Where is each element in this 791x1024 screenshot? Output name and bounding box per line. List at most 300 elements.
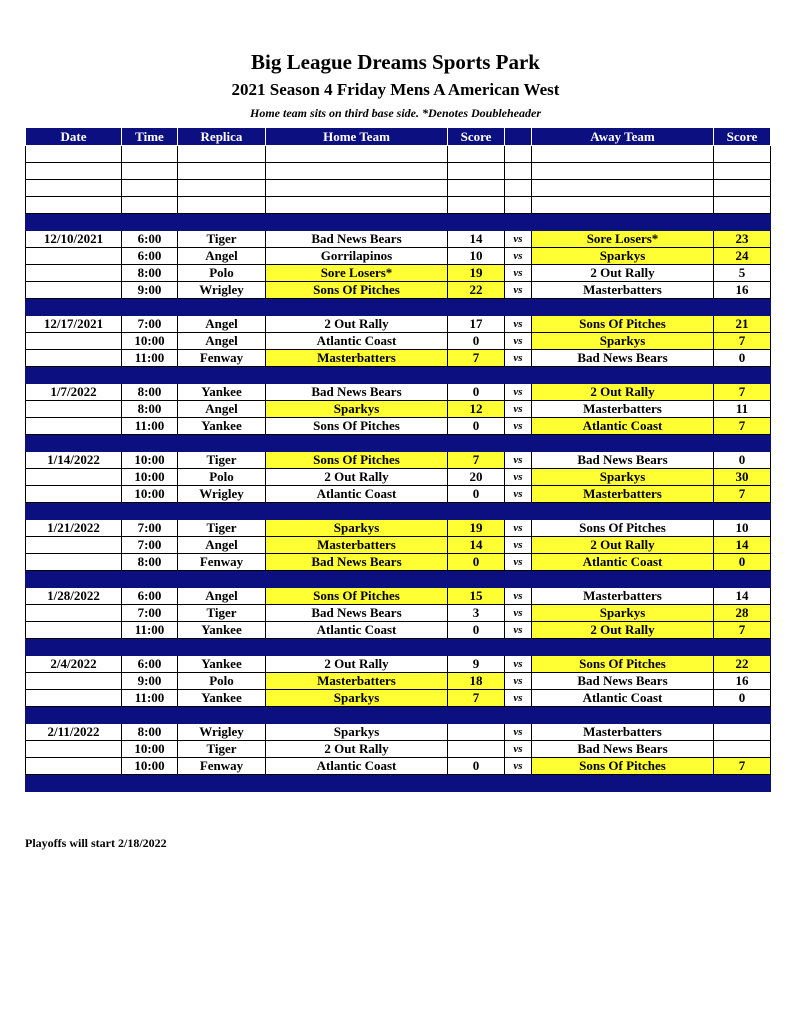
away-team-cell: Sore Losers* [532, 231, 714, 248]
home-team-cell: 2 Out Rally [266, 316, 448, 333]
vs-cell [505, 180, 532, 197]
away-team-cell: Masterbatters [532, 401, 714, 418]
separator-cell [122, 367, 178, 384]
time-cell: 10:00 [122, 741, 178, 758]
replica-cell: Wrigley [178, 724, 266, 741]
week-separator [26, 435, 771, 452]
separator-cell [122, 571, 178, 588]
vs-cell: vs [505, 401, 532, 418]
away-score-cell: 7 [714, 384, 771, 401]
schedule-table [25, 127, 771, 792]
home-team-cell: Sons Of Pitches [266, 418, 448, 435]
vs-cell: vs [505, 656, 532, 673]
replica-cell: Polo [178, 673, 266, 690]
away-score-cell: 7 [714, 758, 771, 775]
separator-cell [266, 367, 448, 384]
date-cell [26, 605, 122, 622]
replica-cell: Fenway [178, 554, 266, 571]
separator-cell [532, 214, 714, 231]
separator-cell [448, 435, 505, 452]
replica-cell [178, 197, 266, 214]
time-cell: 7:00 [122, 316, 178, 333]
date-cell [26, 350, 122, 367]
separator-cell [178, 775, 266, 792]
separator-cell [505, 707, 532, 724]
separator-cell [26, 214, 122, 231]
separator-cell [505, 435, 532, 452]
away-score-cell: 0 [714, 690, 771, 707]
away-score-cell: 0 [714, 452, 771, 469]
date-cell [26, 741, 122, 758]
replica-cell: Tiger [178, 231, 266, 248]
home-team-cell: Sparkys [266, 724, 448, 741]
vs-cell: vs [505, 690, 532, 707]
time-cell: 10:00 [122, 758, 178, 775]
home-score-cell: 22 [448, 282, 505, 299]
home-score-cell [448, 163, 505, 180]
home-score-cell: 20 [448, 469, 505, 486]
away-team-cell: Sons Of Pitches [532, 758, 714, 775]
away-team-cell: Sons Of Pitches [532, 656, 714, 673]
time-cell [122, 197, 178, 214]
game-row [26, 163, 771, 180]
playoffs-note: Playoffs will start 2/18/2022 [25, 836, 167, 850]
replica-cell: Angel [178, 248, 266, 265]
game-row [26, 418, 771, 435]
game-row [26, 333, 771, 350]
time-cell: 8:00 [122, 384, 178, 401]
home-score-cell [448, 180, 505, 197]
separator-cell [122, 503, 178, 520]
col-time: Time [122, 128, 178, 146]
date-cell [26, 758, 122, 775]
away-team-cell: Sparkys [532, 605, 714, 622]
game-row [26, 452, 771, 469]
time-cell: 11:00 [122, 418, 178, 435]
home-score-cell: 10 [448, 248, 505, 265]
date-cell [26, 418, 122, 435]
vs-cell: vs [505, 316, 532, 333]
time-cell: 7:00 [122, 605, 178, 622]
away-team-cell: 2 Out Rally [532, 265, 714, 282]
separator-cell [714, 707, 771, 724]
separator-cell [26, 775, 122, 792]
home-team-cell: Atlantic Coast [266, 758, 448, 775]
vs-cell: vs [505, 741, 532, 758]
away-score-cell: 16 [714, 282, 771, 299]
col-home-score: Score [448, 128, 505, 146]
col-vs [505, 128, 532, 146]
away-score-cell: 16 [714, 673, 771, 690]
away-team-cell: Sparkys [532, 469, 714, 486]
home-score-cell: 7 [448, 350, 505, 367]
week-separator [26, 775, 771, 792]
home-team-cell: Masterbatters [266, 673, 448, 690]
away-score-cell: 30 [714, 469, 771, 486]
away-team-cell: Bad News Bears [532, 673, 714, 690]
home-score-cell: 14 [448, 537, 505, 554]
col-replica: Replica [178, 128, 266, 146]
home-team-cell: Gorrilapinos [266, 248, 448, 265]
vs-cell [505, 163, 532, 180]
date-cell [26, 469, 122, 486]
time-cell: 11:00 [122, 350, 178, 367]
col-date: Date [26, 128, 122, 146]
away-score-cell: 11 [714, 401, 771, 418]
page-title: Big League Dreams Sports Park [251, 50, 540, 74]
away-score-cell: 14 [714, 588, 771, 605]
separator-cell [532, 775, 714, 792]
time-cell: 9:00 [122, 673, 178, 690]
game-row [26, 469, 771, 486]
game-row [26, 350, 771, 367]
away-score-cell [714, 146, 771, 163]
separator-cell [178, 214, 266, 231]
vs-cell [505, 146, 532, 163]
home-score-cell: 7 [448, 452, 505, 469]
home-team-cell: Bad News Bears [266, 384, 448, 401]
separator-cell [26, 435, 122, 452]
game-row [26, 197, 771, 214]
replica-cell: Yankee [178, 384, 266, 401]
home-score-cell: 0 [448, 418, 505, 435]
home-team-cell [266, 146, 448, 163]
home-score-cell: 7 [448, 690, 505, 707]
separator-cell [266, 299, 448, 316]
separator-cell [26, 639, 122, 656]
separator-cell [266, 639, 448, 656]
vs-cell: vs [505, 605, 532, 622]
separator-cell [714, 214, 771, 231]
date-cell [26, 673, 122, 690]
away-team-cell: Sparkys [532, 248, 714, 265]
vs-cell [505, 197, 532, 214]
separator-cell [448, 571, 505, 588]
week-separator [26, 367, 771, 384]
away-team-cell: 2 Out Rally [532, 537, 714, 554]
away-score-cell: 5 [714, 265, 771, 282]
game-row [26, 180, 771, 197]
separator-cell [448, 214, 505, 231]
separator-cell [448, 299, 505, 316]
game-row [26, 282, 771, 299]
separator-cell [448, 775, 505, 792]
home-score-cell: 15 [448, 588, 505, 605]
home-team-cell: Masterbatters [266, 537, 448, 554]
separator-cell [532, 571, 714, 588]
separator-cell [505, 503, 532, 520]
separator-cell [266, 503, 448, 520]
replica-cell [178, 146, 266, 163]
away-team-cell: Atlantic Coast [532, 690, 714, 707]
separator-cell [122, 214, 178, 231]
date-cell [26, 401, 122, 418]
replica-cell: Polo [178, 469, 266, 486]
game-row [26, 673, 771, 690]
separator-cell [714, 775, 771, 792]
home-team-cell [266, 197, 448, 214]
vs-cell: vs [505, 520, 532, 537]
separator-cell [122, 775, 178, 792]
separator-cell [505, 367, 532, 384]
home-score-cell: 0 [448, 384, 505, 401]
home-score-cell [448, 146, 505, 163]
away-score-cell: 7 [714, 333, 771, 350]
game-row [26, 384, 771, 401]
separator-cell [178, 435, 266, 452]
game-row [26, 741, 771, 758]
away-score-cell [714, 197, 771, 214]
date-cell [26, 690, 122, 707]
game-row [26, 758, 771, 775]
home-team-cell: Bad News Bears [266, 231, 448, 248]
replica-cell: Polo [178, 265, 266, 282]
separator-cell [26, 707, 122, 724]
home-team-cell: Sons Of Pitches [266, 588, 448, 605]
date-cell [26, 333, 122, 350]
date-cell [26, 282, 122, 299]
time-cell: 8:00 [122, 401, 178, 418]
home-team-cell: Sparkys [266, 401, 448, 418]
time-cell: 11:00 [122, 690, 178, 707]
home-team-cell: Bad News Bears [266, 554, 448, 571]
away-score-cell: 23 [714, 231, 771, 248]
home-score-cell: 9 [448, 656, 505, 673]
replica-cell: Tiger [178, 741, 266, 758]
home-team-cell [266, 180, 448, 197]
home-team-cell: 2 Out Rally [266, 741, 448, 758]
away-score-cell: 22 [714, 656, 771, 673]
schedule-note: Home team sits on third base side. *Denotes Doubleheader [250, 106, 541, 120]
home-score-cell: 0 [448, 622, 505, 639]
home-team-cell: Sore Losers* [266, 265, 448, 282]
time-cell: 10:00 [122, 486, 178, 503]
date-cell: 1/7/2022 [26, 384, 122, 401]
home-score-cell: 0 [448, 554, 505, 571]
replica-cell: Angel [178, 588, 266, 605]
week-separator [26, 214, 771, 231]
separator-cell [122, 435, 178, 452]
vs-cell: vs [505, 469, 532, 486]
separator-cell [714, 435, 771, 452]
date-cell [26, 197, 122, 214]
home-team-cell: Sons Of Pitches [266, 282, 448, 299]
away-team-cell: Atlantic Coast [532, 554, 714, 571]
away-score-cell: 0 [714, 554, 771, 571]
separator-cell [448, 639, 505, 656]
away-team-cell: Bad News Bears [532, 741, 714, 758]
date-cell [26, 180, 122, 197]
game-row [26, 486, 771, 503]
date-cell: 1/14/2022 [26, 452, 122, 469]
separator-cell [26, 571, 122, 588]
date-cell: 2/11/2022 [26, 724, 122, 741]
col-home-team: Home Team [266, 128, 448, 146]
replica-cell [178, 180, 266, 197]
home-score-cell: 0 [448, 758, 505, 775]
week-separator [26, 571, 771, 588]
time-cell: 6:00 [122, 248, 178, 265]
game-row [26, 605, 771, 622]
vs-cell: vs [505, 418, 532, 435]
replica-cell: Wrigley [178, 486, 266, 503]
replica-cell: Fenway [178, 758, 266, 775]
game-row [26, 622, 771, 639]
away-team-cell: Masterbatters [532, 588, 714, 605]
vs-cell: vs [505, 537, 532, 554]
away-score-cell: 10 [714, 520, 771, 537]
home-team-cell: Masterbatters [266, 350, 448, 367]
game-row [26, 537, 771, 554]
separator-cell [26, 367, 122, 384]
time-cell: 11:00 [122, 622, 178, 639]
replica-cell: Angel [178, 316, 266, 333]
replica-cell: Yankee [178, 690, 266, 707]
game-row [26, 401, 771, 418]
date-cell [26, 554, 122, 571]
away-team-cell [532, 146, 714, 163]
replica-cell: Fenway [178, 350, 266, 367]
time-cell [122, 146, 178, 163]
away-score-cell: 0 [714, 350, 771, 367]
col-away-score: Score [714, 128, 771, 146]
home-team-cell: Atlantic Coast [266, 486, 448, 503]
away-team-cell [532, 197, 714, 214]
date-cell [26, 248, 122, 265]
game-row [26, 265, 771, 282]
away-score-cell: 21 [714, 316, 771, 333]
vs-cell: vs [505, 724, 532, 741]
separator-cell [266, 707, 448, 724]
separator-cell [532, 503, 714, 520]
home-team-cell: Sparkys [266, 690, 448, 707]
game-row [26, 690, 771, 707]
separator-cell [266, 571, 448, 588]
date-cell: 2/4/2022 [26, 656, 122, 673]
separator-cell [448, 367, 505, 384]
home-team-cell: Atlantic Coast [266, 622, 448, 639]
time-cell: 8:00 [122, 554, 178, 571]
date-cell [26, 537, 122, 554]
separator-cell [532, 299, 714, 316]
replica-cell [178, 163, 266, 180]
home-score-cell: 19 [448, 520, 505, 537]
away-score-cell [714, 180, 771, 197]
vs-cell: vs [505, 248, 532, 265]
separator-cell [505, 639, 532, 656]
separator-cell [505, 775, 532, 792]
away-score-cell: 28 [714, 605, 771, 622]
separator-cell [532, 707, 714, 724]
separator-cell [178, 571, 266, 588]
home-team-cell: 2 Out Rally [266, 656, 448, 673]
game-row [26, 554, 771, 571]
col-away-team: Away Team [532, 128, 714, 146]
separator-cell [714, 639, 771, 656]
separator-cell [714, 571, 771, 588]
vs-cell: vs [505, 333, 532, 350]
away-score-cell: 7 [714, 418, 771, 435]
time-cell: 7:00 [122, 520, 178, 537]
home-score-cell: 19 [448, 265, 505, 282]
separator-cell [532, 639, 714, 656]
home-team-cell: Bad News Bears [266, 605, 448, 622]
header-row [26, 128, 771, 146]
home-score-cell [448, 724, 505, 741]
away-team-cell: 2 Out Rally [532, 384, 714, 401]
date-cell: 1/28/2022 [26, 588, 122, 605]
separator-cell [178, 639, 266, 656]
separator-cell [714, 503, 771, 520]
schedule-body [26, 146, 771, 792]
vs-cell: vs [505, 486, 532, 503]
game-row [26, 231, 771, 248]
away-team-cell: Masterbatters [532, 724, 714, 741]
away-score-cell: 24 [714, 248, 771, 265]
separator-cell [266, 435, 448, 452]
away-team-cell: Sparkys [532, 333, 714, 350]
replica-cell: Yankee [178, 418, 266, 435]
replica-cell: Yankee [178, 622, 266, 639]
home-score-cell [448, 741, 505, 758]
game-row [26, 146, 771, 163]
away-score-cell: 7 [714, 486, 771, 503]
away-team-cell [532, 180, 714, 197]
separator-cell [122, 639, 178, 656]
game-row [26, 588, 771, 605]
date-cell [26, 622, 122, 639]
vs-cell: vs [505, 265, 532, 282]
separator-cell [178, 707, 266, 724]
time-cell: 9:00 [122, 282, 178, 299]
time-cell: 8:00 [122, 265, 178, 282]
separator-cell [178, 503, 266, 520]
away-team-cell: Bad News Bears [532, 350, 714, 367]
date-cell [26, 265, 122, 282]
home-score-cell: 14 [448, 231, 505, 248]
separator-cell [532, 367, 714, 384]
time-cell: 7:00 [122, 537, 178, 554]
home-team-cell: 2 Out Rally [266, 469, 448, 486]
replica-cell: Yankee [178, 656, 266, 673]
separator-cell [448, 707, 505, 724]
away-team-cell: Masterbatters [532, 486, 714, 503]
time-cell: 6:00 [122, 588, 178, 605]
vs-cell: vs [505, 588, 532, 605]
replica-cell: Tiger [178, 452, 266, 469]
vs-cell: vs [505, 673, 532, 690]
vs-cell: vs [505, 554, 532, 571]
vs-cell: vs [505, 384, 532, 401]
date-cell: 12/17/2021 [26, 316, 122, 333]
separator-cell [266, 775, 448, 792]
replica-cell: Wrigley [178, 282, 266, 299]
separator-cell [532, 435, 714, 452]
separator-cell [178, 367, 266, 384]
home-team-cell: Sons Of Pitches [266, 452, 448, 469]
vs-cell: vs [505, 758, 532, 775]
home-team-cell [266, 163, 448, 180]
away-score-cell [714, 741, 771, 758]
vs-cell: vs [505, 231, 532, 248]
separator-cell [714, 367, 771, 384]
date-cell [26, 146, 122, 163]
away-score-cell [714, 163, 771, 180]
home-team-cell: Sparkys [266, 520, 448, 537]
week-separator [26, 503, 771, 520]
separator-cell [122, 707, 178, 724]
vs-cell: vs [505, 452, 532, 469]
